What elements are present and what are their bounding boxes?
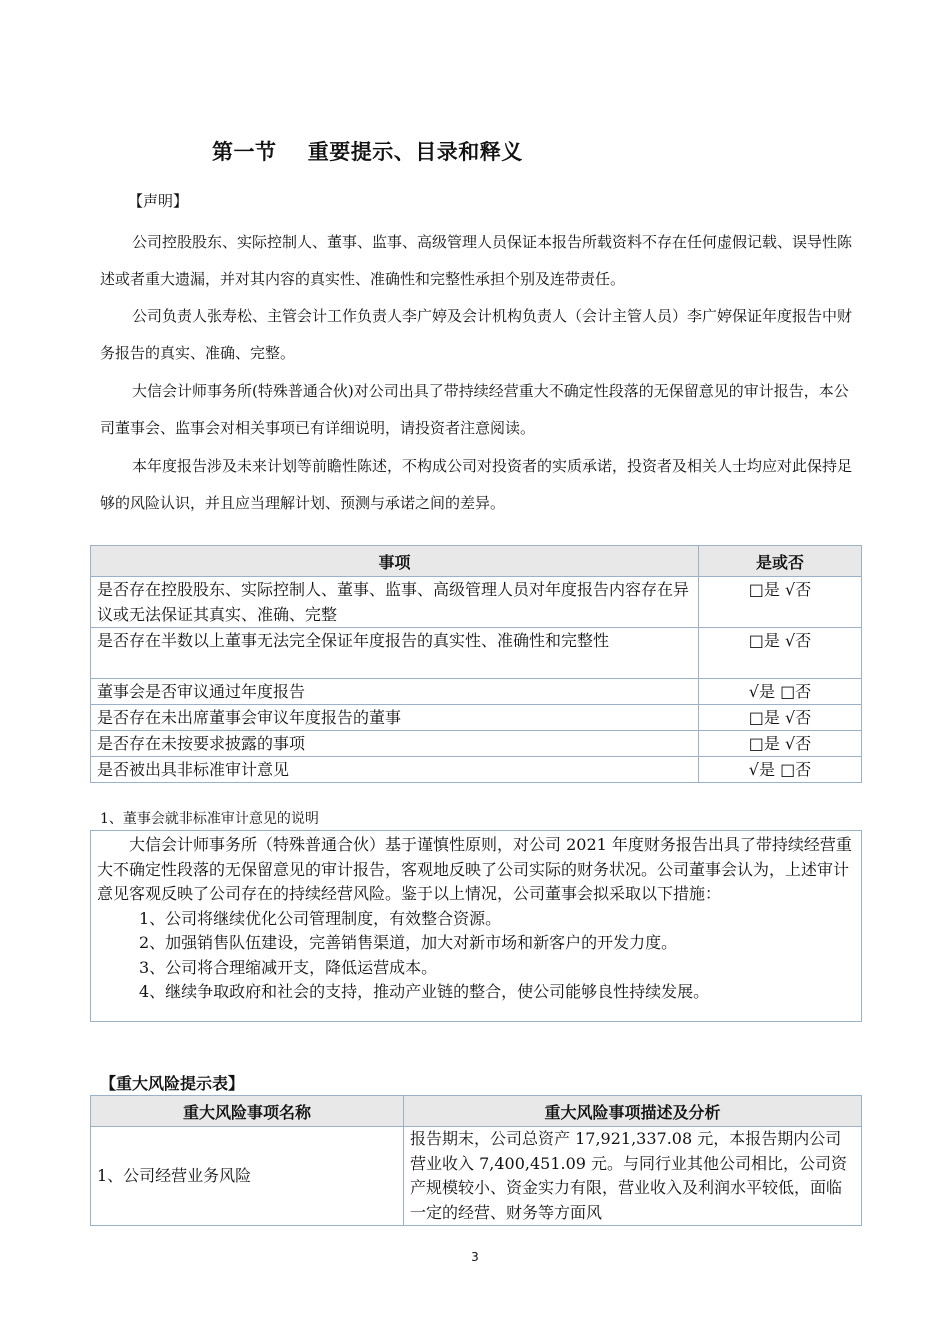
answer-cell: □是 √否	[699, 705, 862, 731]
item-cell: 董事会是否审议通过年度报告	[91, 679, 699, 705]
header-answer: 是或否	[699, 546, 862, 577]
table-row	[91, 577, 862, 628]
item-cell: 是否存在未按要求披露的事项	[91, 731, 699, 757]
table-row	[91, 1127, 862, 1226]
risk-description-text: 报告期末，公司总资产 17,921,337.08 元，本报告期内公司营业收入 7,400,451.09 元。与同行业其他公司相比，公司资产规模较小、资金实力有限，营业收入及利润水平较低，面临一定的经营、财务等方面风	[410, 1129, 848, 1222]
risk-description-cell	[404, 1127, 862, 1226]
table-row	[91, 731, 862, 757]
header-item: 事项	[91, 546, 699, 577]
declaration-label: 【声明】	[128, 192, 189, 210]
risk-name-cell: 1、公司经营业务风险	[91, 1127, 404, 1226]
item-cell: 是否被出具非标准审计意见	[91, 757, 699, 783]
header-risk-description: 重大风险事项描述及分析	[404, 1096, 862, 1127]
answer-cell: □是 √否	[699, 577, 862, 628]
answer-cell: √是 □否	[699, 757, 862, 783]
item-cell: 是否存在未出席董事会审议年度报告的董事	[91, 705, 699, 731]
item-cell: 是否存在控股股东、实际控制人、董事、监事、高级管理人员对年度报告内容存在异议或无法保证其真实、准确、完整	[91, 577, 699, 628]
paragraph-4: 本年度报告涉及未来计划等前瞻性陈述，不构成公司对投资者的实质承诺，投资者及相关人士均应对此保持足够的风险认识，并且应当理解计划、预测与承诺之间的差异。	[100, 457, 853, 512]
answer-cell: □是 √否	[699, 731, 862, 757]
answer-cell: √是 □否	[699, 679, 862, 705]
measure-item: 1、公司将继续优化公司管理制度，有效整合资源。	[139, 908, 502, 928]
section-title: 第一节 重要提示、目录和释义	[212, 140, 523, 164]
paragraph-1: 公司控股股东、实际控制人、董事、监事、高级管理人员保证本报告所载资料不存在任何虚假记载、误导性陈述或者重大遗漏，并对其内容的真实性、准确性和完整性承担个别及连带责任。	[100, 233, 853, 288]
measure-item: 4、继续争取政府和社会的支持，推动产业链的整合，使公司能够良性持续发展。	[139, 982, 710, 1001]
answer-cell: □是 √否	[699, 628, 862, 679]
items-table-header	[91, 546, 862, 577]
table-row	[91, 628, 862, 679]
paragraph-3: 大信会计师事务所(特殊普通合伙)对公司出具了带持续经营重大不确定性段落的无保留意见的审计报告，本公司董事会、监事会对相关事项已有详细说明，请投资者注意阅读。	[100, 382, 849, 437]
audit-note-box	[90, 830, 862, 1022]
risk-table-title: 【重大风险提示表】	[100, 1074, 245, 1093]
header-risk-name: 重大风险事项名称	[91, 1096, 404, 1127]
risk-table	[90, 1095, 862, 1226]
measure-item: 3、公司将合理缩减开支，降低运营成本。	[139, 957, 438, 977]
items-table	[90, 545, 862, 783]
paragraph-2: 公司负责人张寿松、主管会计工作负责人李广婷及会计机构负责人（会计主管人员）李广婷保证年度报告中财务报告的真实、准确、完整。	[100, 307, 853, 362]
risk-table-header	[91, 1096, 862, 1127]
item-cell: 是否存在半数以上董事无法完全保证年度报告的真实性、准确性和完整性	[91, 628, 699, 679]
page-number: 3	[471, 1250, 479, 1264]
table-row	[91, 705, 862, 731]
table-row	[91, 757, 862, 783]
table-row	[91, 679, 862, 705]
audit-note-paragraph: 大信会计师事务所（特殊普通合伙）基于谨慎性原则，对公司 2021 年度财务报告出具了带持续经营重大不确定性段落的无保留意见的审计报告，客观地反映了公司实际的财务状况。公司董事会认为，上述审计意见客观反映了公司存在的持续经营风险。鉴于以上情况，公司董事会拟采取以下措施：	[97, 835, 852, 903]
measure-item: 2、加强销售队伍建设，完善销售渠道，加大对新市场和新客户的开发力度。	[139, 933, 678, 952]
audit-note-label: 1、董事会就非标准审计意见的说明	[100, 811, 319, 827]
